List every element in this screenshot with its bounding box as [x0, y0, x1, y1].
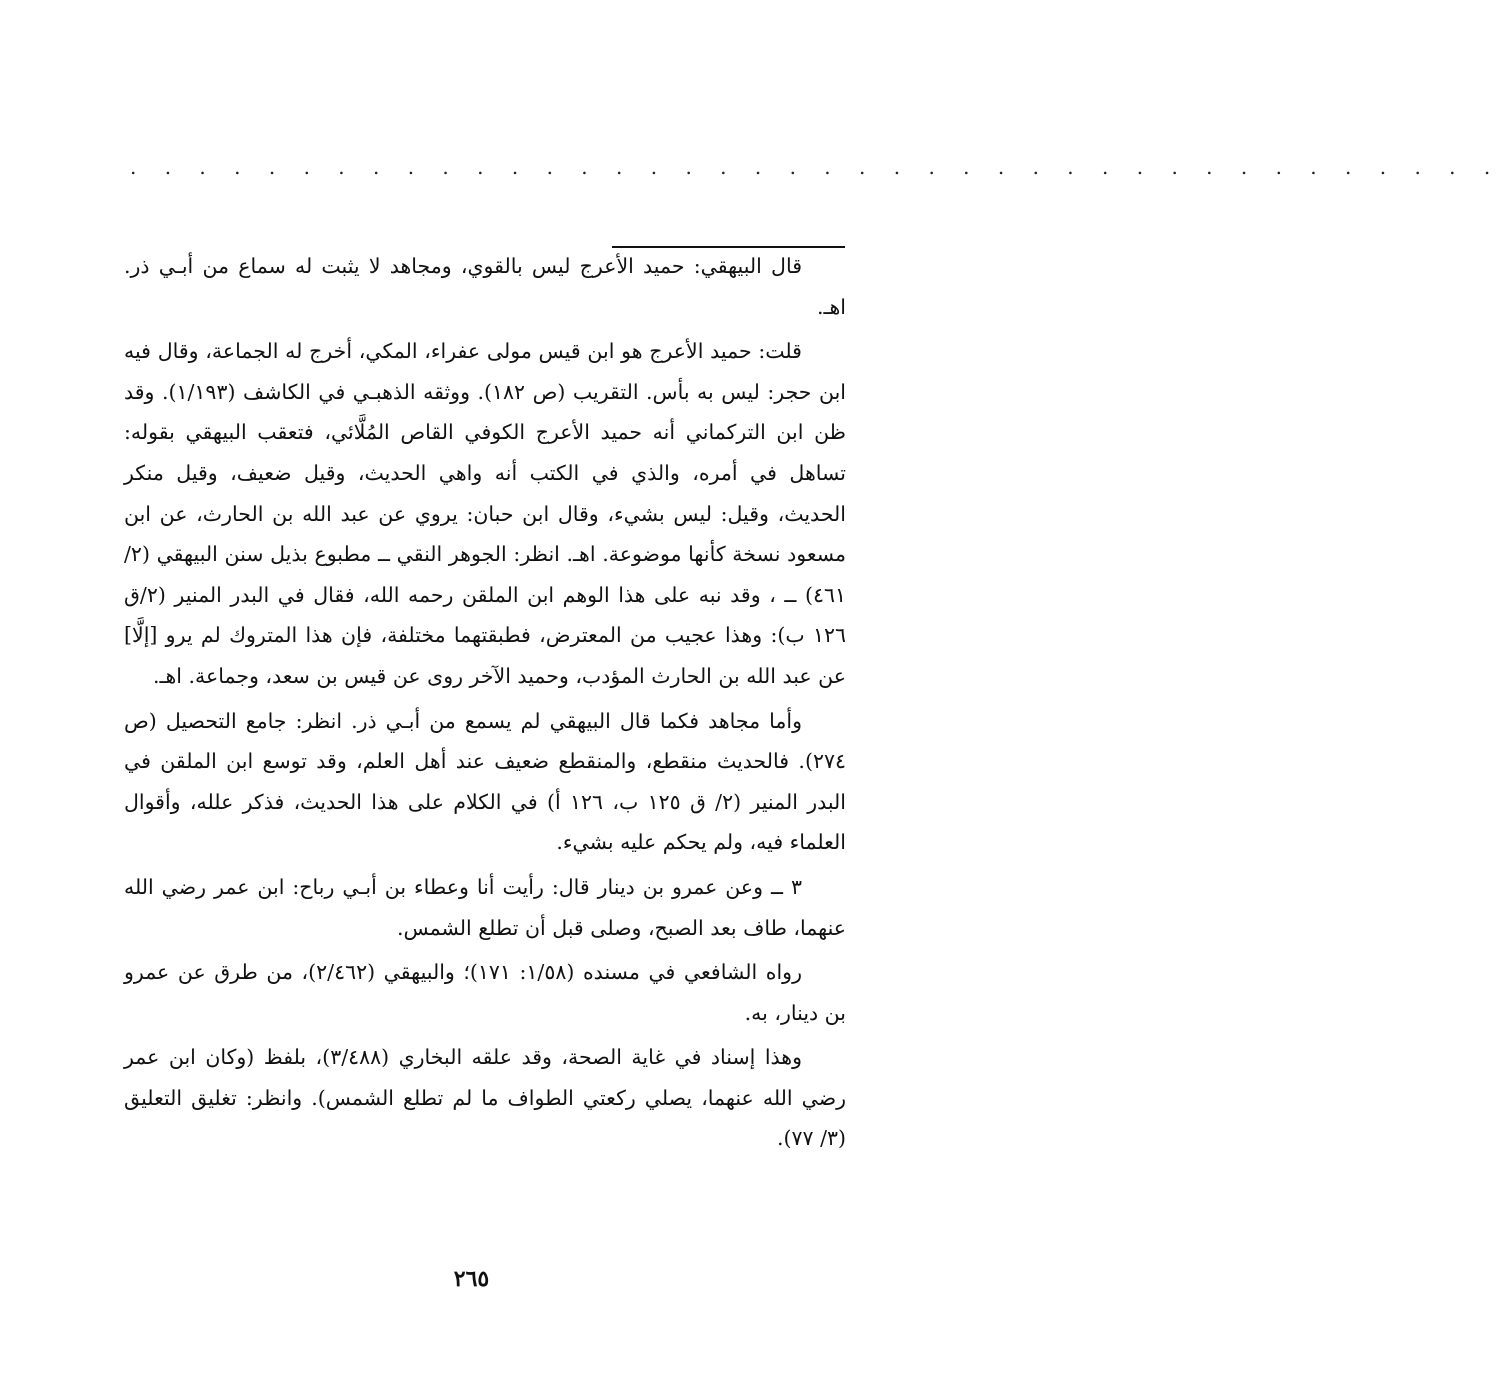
- page-number: ٢٦٥: [453, 1266, 490, 1292]
- paragraph-5: رواه الشافعي في مسنده (١/٥٨: ١٧١)؛ والبيهقي (٢/٤٦٢)، من طرق عن عمرو بن دينار، به.: [124, 960, 846, 1025]
- paragraph-6: وهذا إسناد في غاية الصحة، وقد علقه البخاري (٣/٤٨٨)، بلفظ (وكان ابن عمر رضي الله عنهما، يصلي ركعتي الطواف ما لم تطلع الشمس). وانظر: تغليق التعليق (٣/ ٧٧).: [124, 1045, 846, 1151]
- footnote-text: [124, 246, 846, 1163]
- paragraph-4: ٣ ــ وعن عمرو بن دينار قال: رأيت أنا وعطاء بن أبـي رباح: ابن عمر رضي الله عنهما، طاف بعد الصبح، وصلى قبل أن تطلع الشمس.: [124, 874, 846, 940]
- paragraph-2: قلت: حميد الأعرج هو ابن قيس مولى عفراء، المكي، أخرج له الجماعة، وقال فيه ابن حجر: ليس به بأس. التقريب (ص ١٨٢). ووثقه الذهبـي في الكاشف (١/١٩٣). وقد ظن ابن التركماني أنه حميد الأعرج الكوفي القاص المُلَّائي، فتعقب البيهقي بقوله: تساهل في أمره، والذي في الكتب أنه واهي الحديث، وقيل ضعيف، وقيل منكر الحديث، وقيل: ليس بشيء، وقال ابن حبان: يروي عن عبد الله بن الحارث، عن ابن مسعود نسخة كأنها موضوعة. اهـ. انظر: الجوهر النقي ــ مطبوع بذيل سنن البيهقي (٢/ ٤٦١) ــ ، وقد نبه على هذا الوهم ابن الملقن رحمه الله، فقال في البدر المنير (٢/ق ١٢٦ ب): وهذا عجيب من المعترض، فطبقتهما مختلفة، فإن هذا المتروك لم يرو [إلَّا] عن عبد الله بن الحارث المؤدب، وحميد الآخر روى عن قيس بن سعد، وجماعة. اهـ.: [124, 339, 846, 688]
- paragraph-3: وأما مجاهد فكما قال البيهقي لم يسمع من أبـي ذر. انظر: جامع التحصيل (ص ٢٧٤). فالحديث منقطع، والمنقطع ضعيف عند أهل العلم، وقد توسع ابن الملقن في البدر المنير (٢/ ق ١٢٥ ب، ١٢٦ أ) في الكلام على هذا الحديث، فذكر علله، وأقوال العلماء فيه، ولم يحكم عليه بشيء.: [124, 708, 846, 855]
- dotted-separator: . . . . . . . . . . . . . . . . . . . . . . . . . . . . . . . . . . . . . . . .: [130, 155, 1501, 179]
- paragraph-1: قال البيهقي: حميد الأعرج ليس بالقوي، ومجاهد لا يثبت له سماع من أبـي ذر. اهـ.: [124, 254, 846, 319]
